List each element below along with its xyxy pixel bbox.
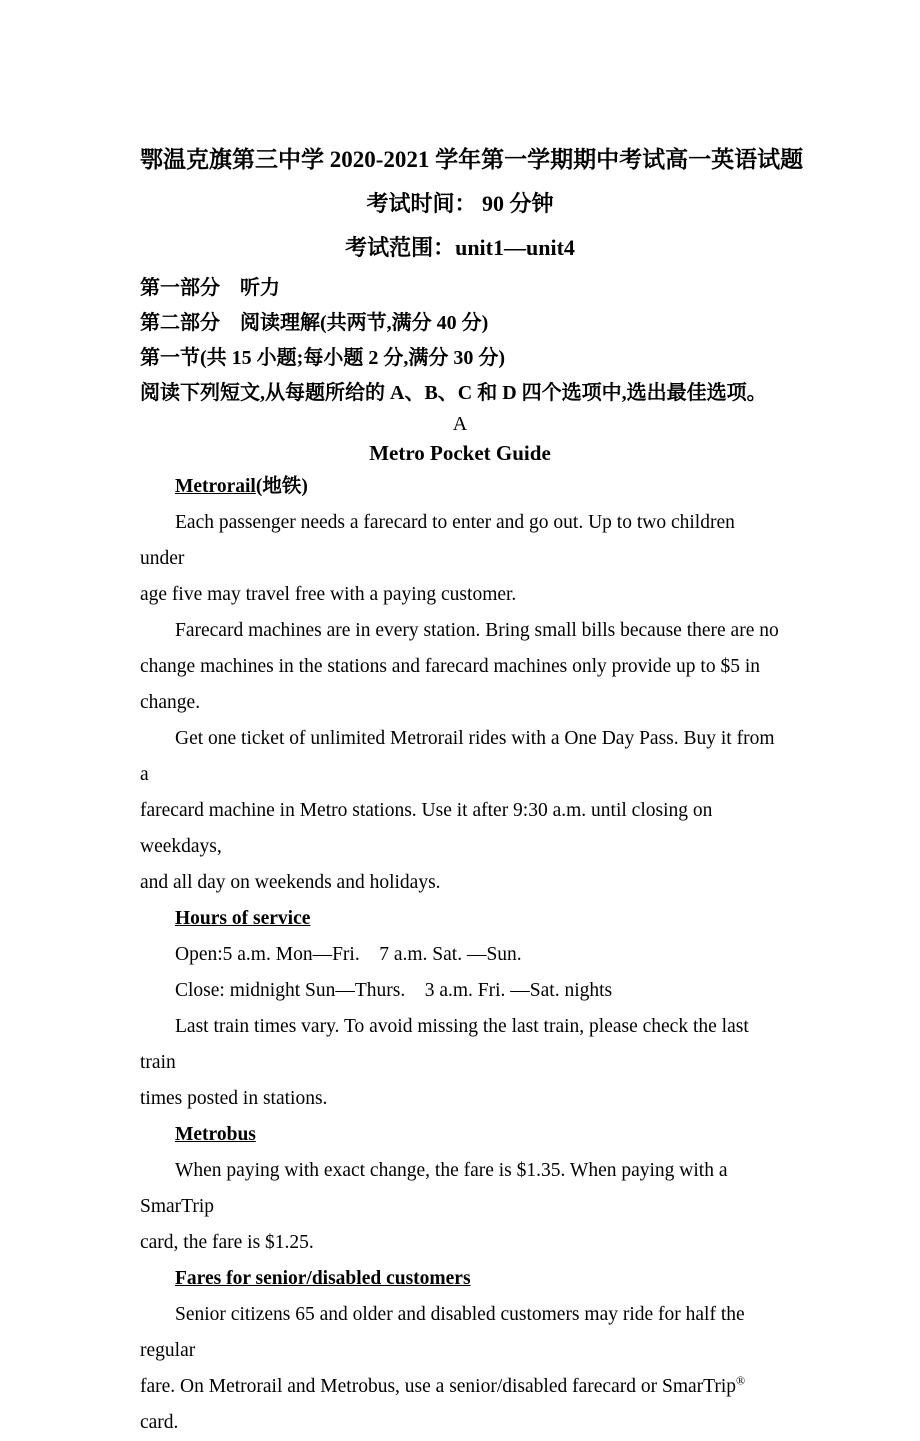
passage-text-run: age five may travel free with a paying customer. [140,584,517,605]
passage-text-run: Senior citizens 65 and older and disabled customers may ride for half the regular [140,1304,750,1361]
passage-line [140,505,780,577]
passage-text-run: Close: midnight Sun—Thurs. 3 a.m. Fri. —Sat. nights [175,980,613,1001]
section-header-block [140,271,780,411]
passage-text-run: change. [140,692,201,713]
passage-line [140,613,780,649]
passage-line [140,1297,780,1369]
passage-text-run: card. [140,1376,751,1433]
passage-line [140,577,780,613]
passage-text-run: When paying with exact change, the fare is $1.35. When paying with a SmarTrip [140,1160,733,1217]
passage-text-run: fare. On Metrorail and Metrobus, use a senior/disabled farecard or SmarTrip [140,1376,737,1397]
passage-title: Metro Pocket Guide [369,441,551,465]
passage-text-run: Last train times vary. To avoid missing the last train, please check the last train [140,1016,754,1073]
passage-text-run: times posted in stations. [140,1088,328,1109]
passage-text-run: (地铁) [255,476,308,497]
passage-line [140,1225,780,1261]
section-part1-line: 第一部分 听力 [140,277,280,299]
passage-text-run: Open:5 a.m. Mon—Fri. 7 a.m. Sat. —Sun. [175,944,522,965]
passage-line [140,937,780,973]
passage-line [140,793,780,865]
passage-text-run: farecard machine in Metro stations. Use it after 9:30 a.m. until closing on weekdays, [140,800,718,857]
passage-line [140,1153,780,1225]
passage-text-run: ® [736,1373,746,1388]
passage-line [140,469,780,505]
section-part2-line: 第二部分 阅读理解(共两节,满分 40 分) [140,312,489,334]
passage-line [140,685,780,721]
passage-body [140,469,780,1441]
section-node1-line: 第一节(共 15 小题;每小题 2 分,满分 30 分) [140,347,505,369]
passage-text-run: Fares for senior/disabled customers [175,1268,471,1289]
passage-line [140,1369,780,1441]
passage-line [140,721,780,793]
reading-instruction-line: 阅读下列短文,从每题所给的 A、B、C 和 D 四个选项中,选出最佳选项。 [140,382,767,404]
passage-text-run: and all day on weekends and holidays. [140,872,441,893]
passage-label: A [452,413,468,435]
passage-line [140,901,780,937]
passage-line [140,865,780,901]
passage-text-run: Get one ticket of unlimited Metrorail rides with a One Day Pass. Buy it from a [140,728,780,785]
passage-line [140,1009,780,1081]
passage-text-run: change machines in the stations and farecard machines only provide up to $5 in [140,656,761,677]
passage-line [140,1081,780,1117]
passage-text-run: Each passenger needs a farecard to enter and go out. Up to two children under [140,512,740,569]
document-title: 鄂温克旗第三中学 2020-2021 学年第一学期期中考试高一英语试题 [140,147,804,172]
passage-line [140,973,780,1009]
passage-text-run: Metrorail [175,476,256,497]
passage-line [140,1261,780,1297]
passage-text-run: Hours of service [175,908,311,929]
exam-time-line: 考试时间： 90 分钟 [366,191,554,216]
passage-text-run: Farecard machines are in every station. Bring small bills because there are no [175,620,779,641]
passage-text-run: card, the fare is $1.25. [140,1232,314,1253]
passage-line [140,1117,780,1153]
exam-scope-line: 考试范围：unit1—unit4 [345,235,575,260]
passage-line [140,649,780,685]
passage-text-run: Metrobus [175,1124,256,1145]
